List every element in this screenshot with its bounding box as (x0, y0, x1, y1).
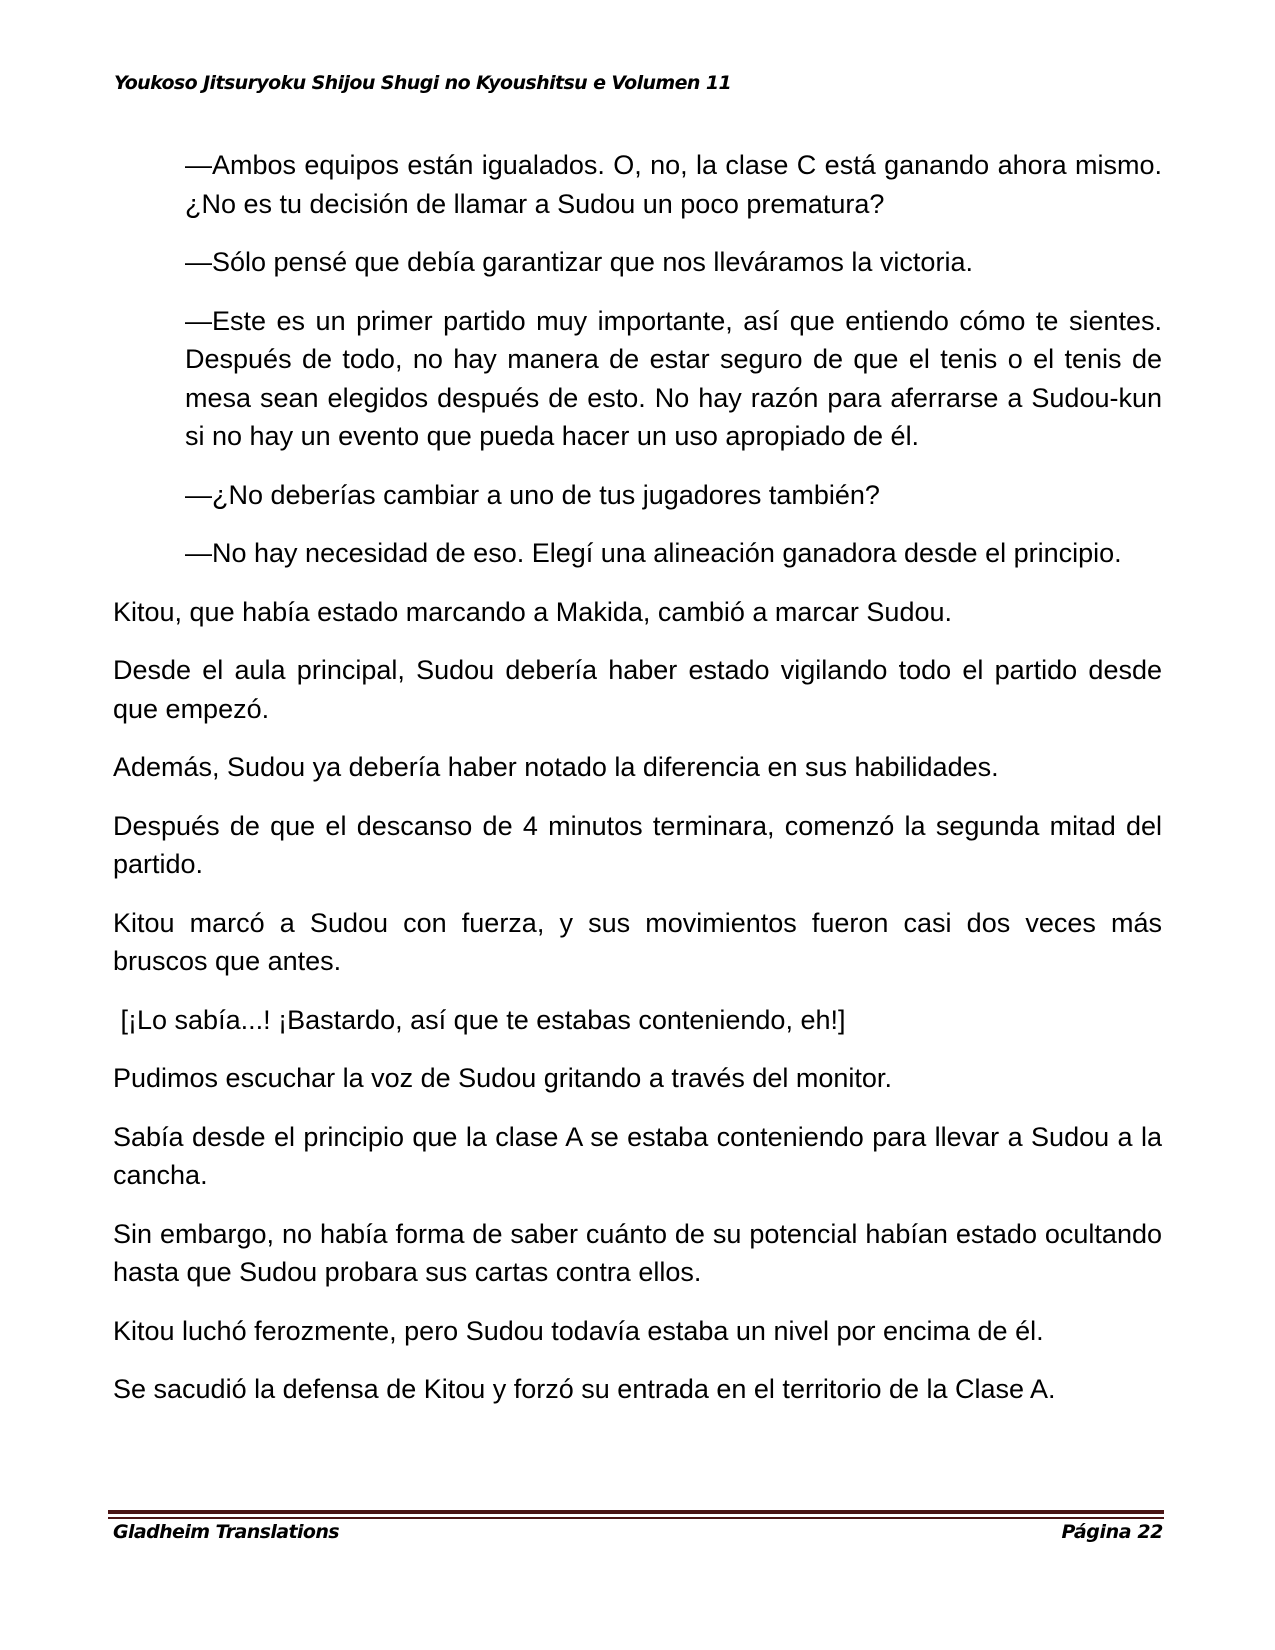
paragraph-12: Pudimos escuchar la voz de Sudou gritando a través del monitor. (113, 1063, 892, 1093)
paragraph-6: Kitou, que había estado marcando a Makida, cambió a marcar Sudou. (113, 596, 952, 627)
paragraph-9: Después de que el descanso de 4 minutos terminara, comenzó la segunda mitad del partido. (113, 810, 1162, 879)
paragraph-13: Sabía desde el principio que la clase A se estaba conteniendo para llevar a Sudou a la cancha. (113, 1121, 1162, 1190)
paragraph-8: Además, Sudou ya debería haber notado la diferencia en sus habilidades. (113, 752, 999, 782)
footer-divider-thick (108, 1510, 1164, 1514)
paragraph-15: Kitou luchó ferozmente, pero Sudou todavía estaba un nivel por encima de él. (113, 1315, 1044, 1346)
paragraph-11: [¡Lo sabía...! ¡Bastardo, así que te estabas conteniendo, eh!] (113, 1004, 846, 1035)
footer-translator-credit: Gladheim Translations (113, 1521, 339, 1543)
footer-page-number: Página 22 (1061, 1521, 1163, 1543)
footer-divider-thin (108, 1517, 1164, 1519)
paragraph-5: —No hay necesidad de eso. Elegí una alineación ganadora desde el principio. (185, 538, 1122, 568)
paragraph-16: Se sacudió la defensa de Kitou y forzó su entrada en el territorio de la Clase A. (113, 1374, 1056, 1404)
paragraph-4: —¿No deberías cambiar a uno de tus jugadores también? (185, 479, 880, 510)
paragraph-3: —Este es un primer partido muy importante, así que entiendo cómo te sientes. Después de todo, no hay manera de estar seguro de que el tenis o el tenis de mesa sean elegidos después de esto. No hay razón para aferrarse a Sudou-kun si no hay un evento que pueda hacer un uso apropiado de él. (185, 305, 1162, 451)
paragraph-10: Kitou marcó a Sudou con fuerza, y sus movimientos fueron casi dos veces más bruscos que antes. (113, 907, 1162, 976)
paragraph-2: —Sólo pensé que debía garantizar que nos lleváramos la victoria. (185, 247, 973, 277)
page-body (113, 146, 1162, 1429)
paragraph-1: —Ambos equipos están igualados. O, no, la clase C está ganando ahora mismo. ¿No es tu decisión de llamar a Sudou un poco prematura? (185, 150, 1162, 219)
paragraph-7: Desde el aula principal, Sudou debería haber estado vigilando todo el partido desde que empezó. (113, 655, 1162, 724)
page-header-title: Youkoso Jitsuryoku Shijou Shugi no Kyoushitsu e Volumen 11 (114, 72, 732, 94)
paragraph-14: Sin embargo, no había forma de saber cuánto de su potencial habían estado ocultando hasta que Sudou probara sus cartas contra ellos. (113, 1218, 1162, 1287)
